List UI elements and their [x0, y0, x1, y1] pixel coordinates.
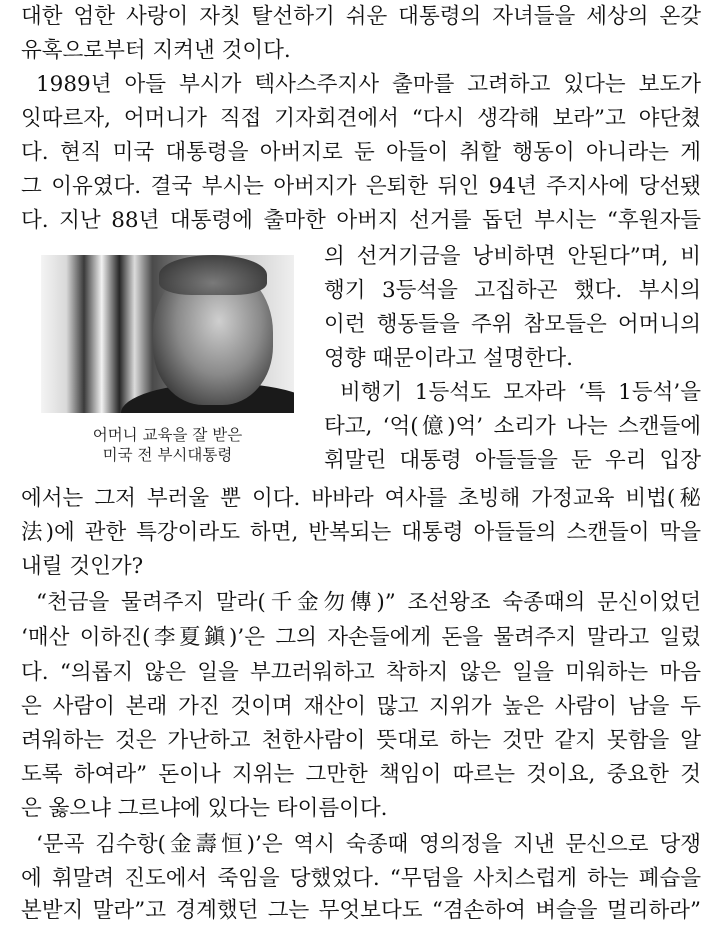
text-line: 도록 하여라” 돈이나 지위는 그만한 책임이 따르는 것이요, 중요한 것	[21, 762, 701, 787]
photo-bush	[41, 255, 294, 413]
text-line: 그 이유였다. 결국 부시는 아버지가 은퇴한 뒤인 94년 주지사에 당선됐	[21, 174, 701, 199]
photo-caption-line2: 미국 전 부시대통령	[102, 446, 233, 464]
text-line: 이런 행동들을 주위 참모들은 어머니의	[324, 312, 701, 337]
text-line: 에서는 그저 부러울 뿐 이다. 바바라 여사를 초빙해 가정교육 비법(秘	[21, 486, 701, 511]
text-line: 다. 현직 미국 대통령을 아버지로 둔 아들이 취할 행동이 아니라는 게	[21, 140, 701, 165]
text-line: 타고, ‘억(億)억’ 소리가 나는 스캔들에	[324, 414, 701, 439]
text-line: 내릴 것인가?	[21, 554, 144, 579]
text-line: 대한 엄한 사랑이 자칫 탈선하기 쉬운 대통령의 자녀들을 세상의 온갖	[21, 4, 701, 29]
text-line: 본받지 말라”고 경계했던 그는 무엇보다도 “겸손하여 벼슬을 멀리하라”	[21, 898, 701, 923]
text-line: 려워하는 것은 가난하고 천한사람이 뜻대로 하는 것만 같지 못함을 알	[21, 728, 701, 753]
text-line: 은 옳으냐 그르냐에 있다는 타이름이다.	[21, 796, 388, 821]
text-line: 다. 지난 88년 대통령에 출마한 아버지 선거를 돕던 부시는 “후원자들	[21, 208, 701, 233]
text-line: 다. “의롭지 않은 일을 부끄러워하고 착하지 않은 일을 미워하는 마음	[21, 660, 701, 685]
text-line: 행기 3등석을 고집하곤 했다. 부시의	[324, 278, 701, 303]
text-line: “천금을 물려주지 말라(千金勿傳)” 조선왕조 숙종때의 문신이었던	[36, 590, 701, 615]
text-line: 잇따르자, 어머니가 직접 기자회견에서 “다시 생각해 보라”고 야단쳤	[21, 106, 701, 131]
text-line: ‘문곡 김수항(金壽恒)’은 역시 숙종때 영의정을 지낸 문신으로 당쟁	[36, 832, 701, 857]
text-line: 유혹으로부터 지켜낸 것이다.	[21, 38, 291, 63]
text-line: ‘매산 이하진(李夏鎭)’은 그의 자손들에게 돈을 물려주지 말라고 일렀	[21, 625, 701, 650]
text-line: 영향 때문이라고 설명한다.	[324, 346, 573, 371]
text-line: 에 휘말려 진도에서 죽임을 당했었다. “무덤을 사치스럽게 하는 폐습을	[21, 866, 701, 891]
text-line: 휘말린 대통령 아들들을 둔 우리 입장	[324, 448, 701, 473]
text-line: 은 사람이 본래 가진 것이며 재산이 많고 지위가 높은 사람이 남을 두	[21, 694, 701, 719]
text-line: 法)에 관한 특강이라도 하면, 반복되는 대통령 아들들의 스캔들이 막을	[21, 520, 701, 545]
photo-hair	[159, 255, 267, 295]
photo-caption-line1: 어머니 교육을 잘 받은	[92, 426, 243, 444]
text-line: 의 선거기금을 낭비하면 안된다”며, 비	[324, 244, 701, 269]
text-line: 1989년 아들 부시가 텍사스주지사 출마를 고려하고 있다는 보도가	[36, 72, 701, 97]
text-line: 비행기 1등석도 모자라 ‘특 1등석’을	[340, 380, 701, 405]
